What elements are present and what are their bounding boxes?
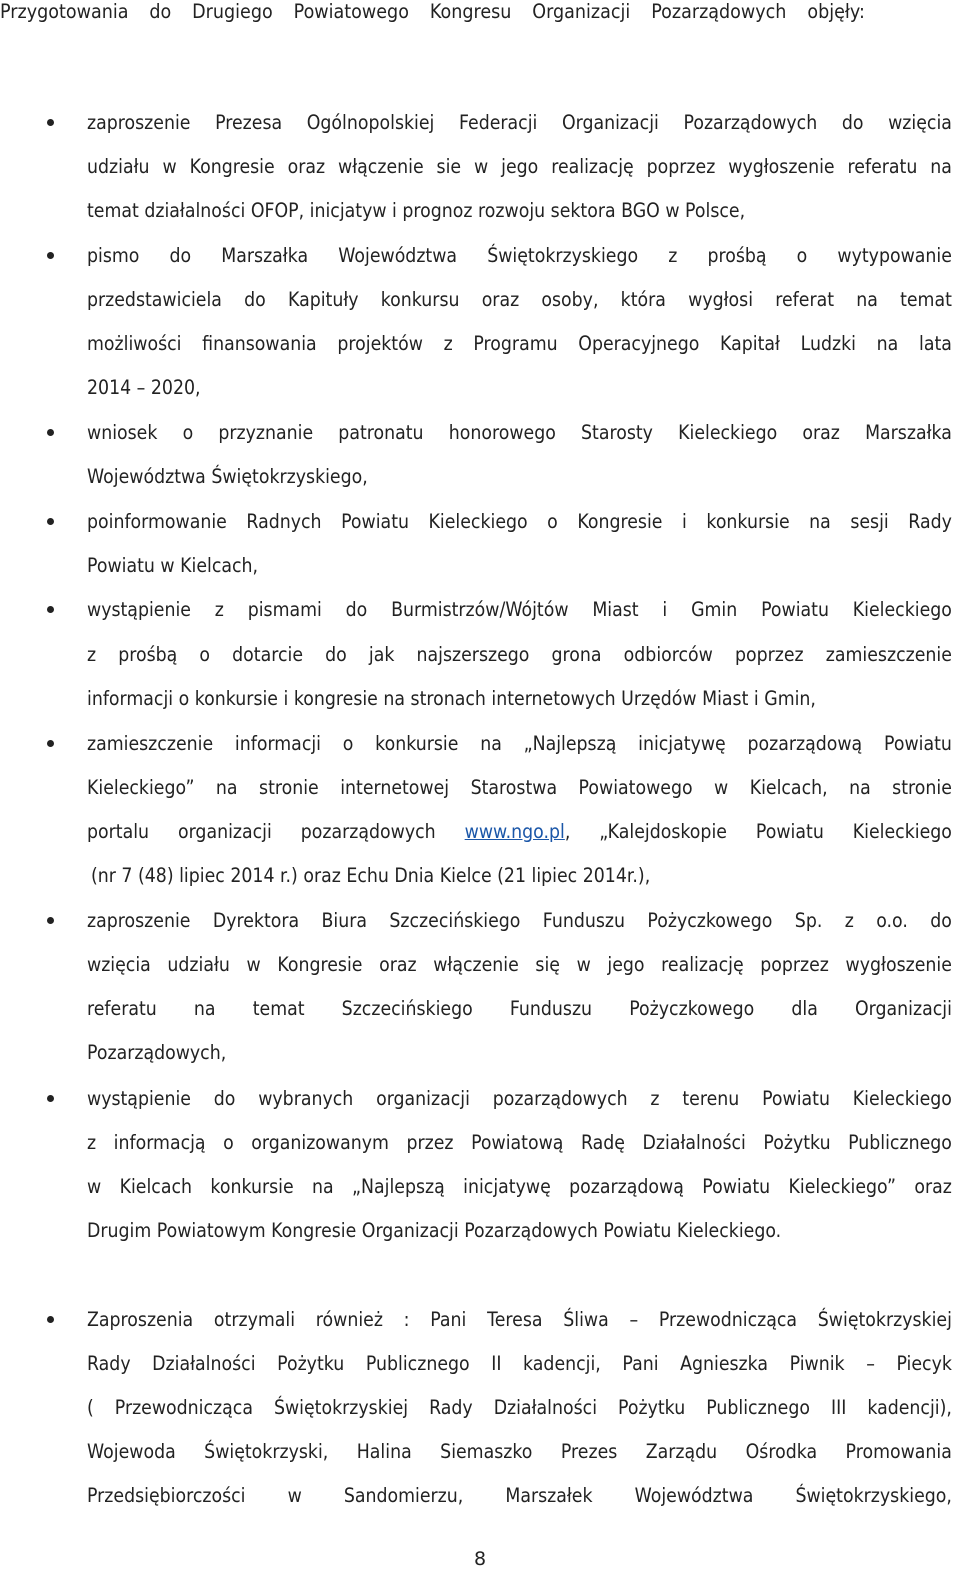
list-item-line: zamieszczenie informacji o konkursie na „Najlepszą inicjatywę pozarządową Powiatu [87,732,952,755]
list-item-line: ( Przewodnicząca Świętokrzyskiej Rady Działalności Pożytku Publicznego III kadencji), [87,1396,952,1419]
bullet-icon [47,252,54,259]
list-item-line [87,822,952,841]
list-item-line: z informacją o organizowanym przez Powiatową Radę Działalności Pożytku Publicznego [87,1131,952,1154]
list-item-line: przedstawiciela do Kapituły konkursu oraz osoby, która wygłosi referat na temat [87,288,952,311]
list-item-line: z prośbą o dotarcie do jak najszerszego grona odbiorców poprzez zamieszczenie [87,643,952,666]
list-item-line: wystąpienie z pismami do Burmistrzów/Wójtów Miast i Gmin Powiatu Kieleckiego [87,598,952,621]
list-item-line: wniosek o przyznanie patronatu honorowego Starosty Kieleckiego oraz Marszałka [87,421,952,444]
bullet-icon [47,1316,54,1323]
list-item-line: Kieleckiego” na stronie internetowej Starostwa Powiatowego w Kielcach, na stronie [87,776,952,799]
bullet-icon [47,119,54,126]
bullet-icon [47,606,54,613]
list-item-line: (nr 7 (48) lipiec 2014 r.) oraz Echu Dnia Kielce (21 lipiec 2014r.), [91,864,651,887]
list-item-line: Pozarządowych, [87,1041,227,1064]
list-item-line: 2014 – 2020, [87,376,201,399]
list-item-line: wzięcia udziału w Kongresie oraz włączenie się w jego realizację poprzez wygłoszenie [87,953,952,976]
list-item-line: informacji o konkursie i kongresie na stronach internetowych Urzędów Miast i Gmin, [87,687,816,710]
page-number: 8 [473,1548,487,1570]
list-item-line: Wojewoda Świętokrzyski, Halina Siemaszko Prezes Zarządu Ośrodka Promowania [87,1440,952,1463]
list-item-line: Województwa Świętokrzyskiego, [87,465,368,488]
list-item-line: Przedsiębiorczości w Sandomierzu, Marszałek Województwa Świętokrzyskiego, [87,1484,952,1507]
list-item-line: temat działalności OFOP, inicjatyw i prognoz rozwoju sektora BGO w Polsce, [87,199,746,222]
bullet-icon [47,429,54,436]
list-item-line: wystąpienie do wybranych organizacji pozarządowych z terenu Powiatu Kieleckiego [87,1087,952,1110]
list-item-line: zaproszenie Prezesa Ogólnopolskiej Federacji Organizacji Pozarządowych do wzięcia [87,111,952,134]
list-item-line: Powiatu w Kielcach, [87,554,259,577]
list-item-line: udziału w Kongresie oraz włączenie sie w jego realizację poprzez wygłoszenie referatu na [87,155,952,178]
list-item-line: Drugim Powiatowym Kongresie Organizacji Pozarządowych Powiatu Kieleckiego. [87,1219,782,1242]
list-item-line: pismo do Marszałka Województwa Świętokrzyskiego z prośbą o wytypowanie [87,244,952,267]
list-item-line: możliwości finansowania projektów z Programu Operacyjnego Kapitał Ludzki na lata [87,332,952,355]
ngo-portal-link[interactable]: www.ngo.pl [464,820,565,843]
bullet-icon [47,518,54,525]
bullet-icon [47,740,54,747]
list-item-line: poinformowanie Radnych Powiatu Kieleckiego o Kongresie i konkursie na sesji Rady [87,510,952,533]
list-item-text: portalu organizacji pozarządowych [87,820,436,843]
bullet-icon [47,917,54,924]
list-item-line: Rady Działalności Pożytku Publicznego II kadencji, Pani Agnieszka Piwnik – Piecyk [87,1352,952,1375]
list-item-line: referatu na temat Szczecińskiego Funduszu Pożyczkowego dla Organizacji [87,997,952,1020]
intro-text: Przygotowania do Drugiego Powiatowego Kongresu Organizacji Pozarządowych objęły: [0,0,865,23]
list-item-line: w Kielcach konkursie na „Najlepszą inicjatywę pozarządową Powiatu Kieleckiego” oraz [87,1175,952,1198]
list-item-line: Zaproszenia otrzymali również : Pani Teresa Śliwa – Przewodnicząca Świętokrzyskiej [87,1308,952,1331]
list-item-text: , „Kalejdoskopie Powiatu Kieleckiego [564,820,952,843]
list-item-line: zaproszenie Dyrektora Biura Szczecińskiego Funduszu Pożyczkowego Sp. z o.o. do [87,909,952,932]
bullet-icon [47,1095,54,1102]
